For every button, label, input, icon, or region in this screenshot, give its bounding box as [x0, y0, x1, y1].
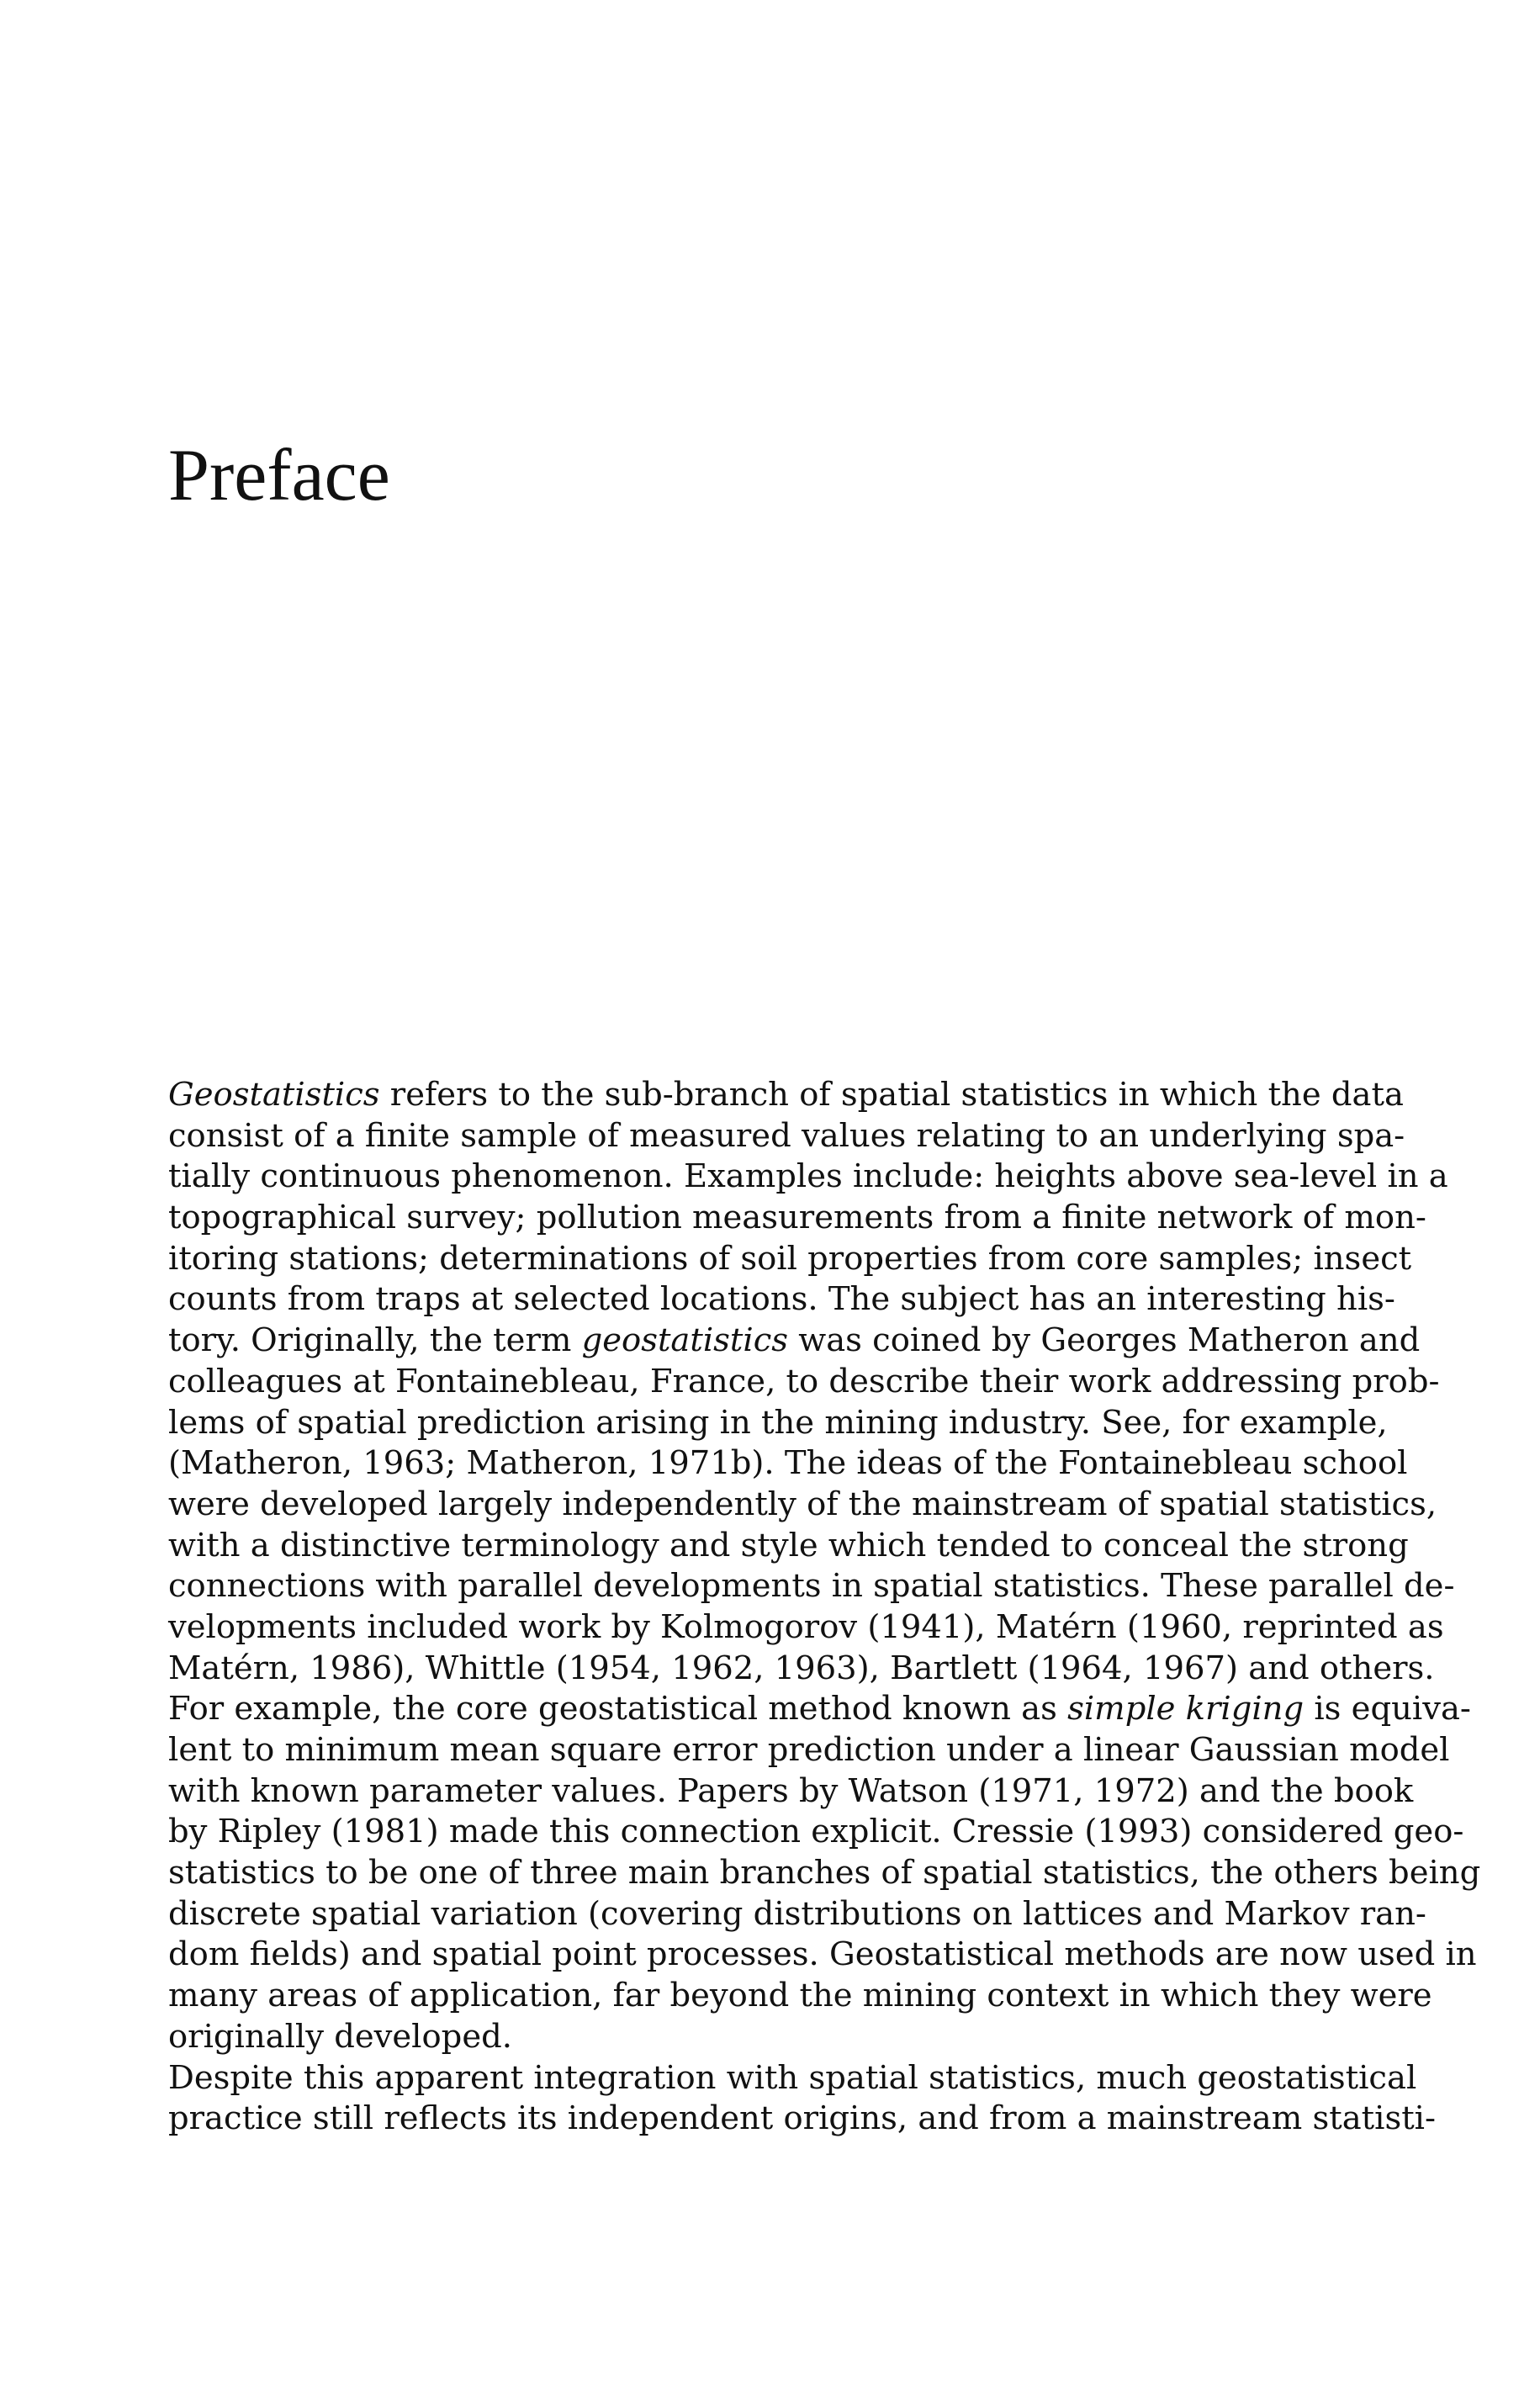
- text-segment: tory. Originally, the term: [168, 1321, 582, 1360]
- text-segment: dom fields) and spatial point processes. Geostatistical methods are now used in: [168, 1935, 1477, 1974]
- text-segment: was coined by Georges Matheron and: [788, 1321, 1421, 1360]
- text-line: [168, 1116, 1405, 1157]
- text-segment: statistics to be one of three main branches of spatial statistics, the others being: [168, 1854, 1481, 1892]
- text-line: [168, 1894, 1426, 1935]
- paragraph: [168, 1075, 1481, 2058]
- text-line: [168, 1935, 1477, 1976]
- text-line: [168, 1976, 1432, 2017]
- text-line: [168, 2099, 1436, 2140]
- text-segment: many areas of application, far beyond the mining context in which they were: [168, 1977, 1432, 2015]
- text-line: [168, 1853, 1481, 1894]
- text-line: [168, 1362, 1440, 1403]
- text-line: [168, 1607, 1444, 1649]
- text-line: [168, 1443, 1408, 1485]
- text-line: [168, 1198, 1426, 1239]
- text-line: [168, 1566, 1455, 1607]
- text-segment: (Matheron, 1963; Matheron, 1971b). The ideas of the Fontainebleau school: [168, 1444, 1408, 1483]
- text-segment: practice still reflects its independent origins, and from a mainstream statisti-: [168, 2099, 1436, 2138]
- italic-term: simple kriging: [1067, 1690, 1305, 1728]
- text-segment: colleagues at Fontainebleau, France, to describe their work addressing prob-: [168, 1362, 1440, 1400]
- text-line: [168, 1730, 1450, 1771]
- text-segment: with a distinctive terminology and style which tended to conceal the strong: [168, 1526, 1409, 1564]
- text-segment: counts from traps at selected locations. The subject has an interesting his-: [168, 1280, 1395, 1319]
- text-segment: Despite this apparent integration with spatial statistics, much geostatistical: [168, 2058, 1417, 2097]
- text-segment: tially continuous phenomenon. Examples include: heights above sea-level in a: [168, 1157, 1448, 1196]
- text-line: [168, 2058, 1417, 2099]
- paragraph: [168, 2058, 1436, 2140]
- text-line: [168, 1812, 1464, 1853]
- chapter-title: Preface: [168, 435, 390, 516]
- text-segment: originally developed.: [168, 2017, 512, 2056]
- text-segment: consist of a finite sample of measured values relating to an underlying spa-: [168, 1116, 1405, 1155]
- text-line: [168, 1526, 1409, 1567]
- text-segment: were developed largely independently of the mainstream of spatial statistics,: [168, 1485, 1437, 1523]
- text-segment: is equiva-: [1304, 1690, 1471, 1728]
- text-segment: refers to the sub-branch of spatial statistics in which the data: [379, 1076, 1404, 1114]
- text-segment: Matérn, 1986), Whittle (1954, 1962, 1963), Bartlett (1964, 1967) and others.: [168, 1649, 1435, 1687]
- text-line: [168, 1239, 1412, 1280]
- text-segment: connections with parallel developments in spatial statistics. These parallel de-: [168, 1567, 1455, 1606]
- italic-term: geostatistics: [581, 1321, 789, 1360]
- text-line: [168, 1649, 1435, 1690]
- text-segment: velopments included work by Kolmogorov (1941), Matérn (1960, reprinted as: [168, 1607, 1444, 1646]
- text-line: [168, 1279, 1395, 1321]
- text-segment: discrete spatial variation (covering distributions on lattices and Markov ran-: [168, 1894, 1426, 1933]
- text-segment: lent to minimum mean square error prediction under a linear Gaussian model: [168, 1731, 1450, 1769]
- text-line: [168, 1485, 1437, 1526]
- text-segment: with known parameter values. Papers by Watson (1971, 1972) and the book: [168, 1771, 1414, 1810]
- text-line: [168, 1689, 1471, 1730]
- body-text: [168, 1075, 1481, 2140]
- text-line: [168, 1157, 1448, 1198]
- text-line: [168, 1075, 1404, 1116]
- text-line: [168, 2017, 1375, 2058]
- text-segment: lems of spatial prediction arising in the mining industry. See, for example,: [168, 1403, 1388, 1442]
- italic-term: Geostatistics: [168, 1076, 380, 1114]
- text-line: [168, 1321, 1421, 1362]
- text-line: [168, 1403, 1388, 1444]
- text-segment: For example, the core geostatistical method known as: [168, 1690, 1068, 1728]
- text-segment: itoring stations; determinations of soil properties from core samples; insect: [168, 1239, 1412, 1278]
- text-segment: topographical survey; pollution measurements from a finite network of mon-: [168, 1199, 1426, 1237]
- text-line: [168, 1771, 1414, 1813]
- text-segment: by Ripley (1981) made this connection explicit. Cressie (1993) considered geo-: [168, 1813, 1464, 1851]
